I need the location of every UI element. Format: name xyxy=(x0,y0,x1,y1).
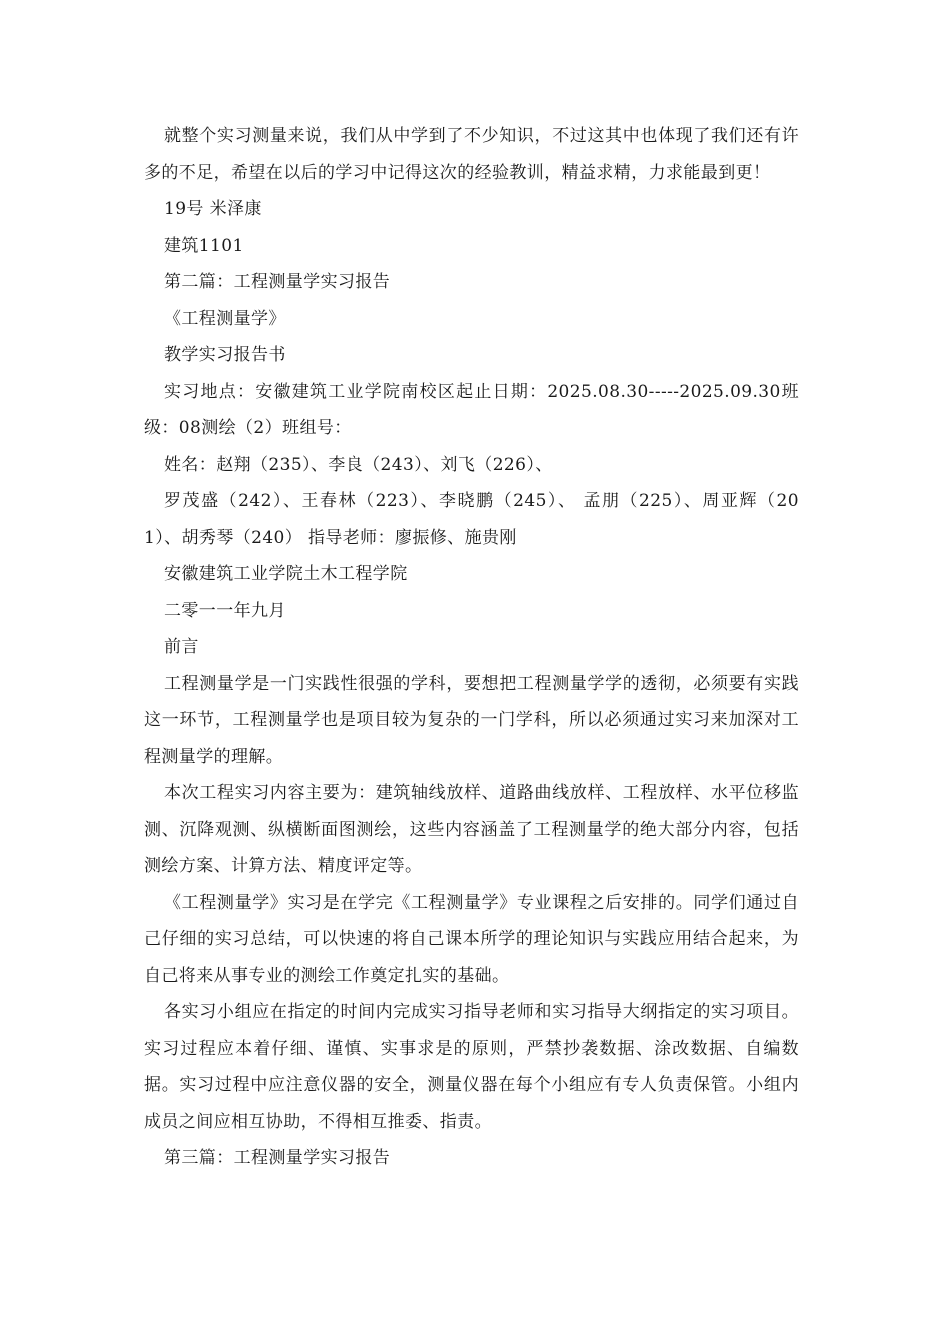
section-heading-2: 第二篇：工程测量学实习报告 xyxy=(164,272,391,292)
paragraph-preface-1: 工程测量学是一门实践性很强的学科，要想把工程测量学学的透彻，必须要有实践这一环节，工程测量学也是项目较为复杂的一门学科，所以必须通过实习来加深对工程测量学的理解。 xyxy=(144,673,799,767)
document-page xyxy=(144,118,799,1177)
preface-heading: 前言 xyxy=(164,637,199,657)
paragraph-conclusion: 就整个实习测量来说，我们从中学到了不少知识，不过这其中也体现了我们还有许多的不足，希望在以后的学习中记得这次的经验教训，精益求精，力求能最到更！ xyxy=(144,126,799,183)
section-heading-3: 第三篇：工程测量学实习报告 xyxy=(164,1148,391,1168)
paragraph-members-teachers: 罗茂盛（242）、王春林（223）、李晓鹏（245）、 孟朋（225）、周亚辉（201）、胡秀琴（240） 指导老师：廖振修、施贵刚 xyxy=(144,491,799,548)
paragraph-author: 19号 米泽康 xyxy=(164,199,262,219)
paragraph-school: 安徽建筑工业学院土木工程学院 xyxy=(164,564,408,584)
paragraph-preface-3: 《工程测量学》实习是在学完《工程测量学》专业课程之后安排的。同学们通过自己仔细的实习总结，可以快速的将自己课本所学的理论知识与实践应用结合起来，为自己将来从事专业的测绘工作奠定扎实的基础。 xyxy=(144,892,799,986)
paragraph-names: 姓名：赵翔（235）、李良（243）、刘飞（226）、 xyxy=(164,454,553,475)
paragraph-class: 建筑1101 xyxy=(164,235,244,256)
paragraph-preface-2: 本次工程实习内容主要为：建筑轴线放样、道路曲线放样、工程放样、水平位移监测、沉降观测、纵横断面图测绘，这些内容涵盖了工程测量学的绝大部分内容，包括测绘方案、计算方法、精度评定等。 xyxy=(144,783,799,876)
paragraph-date: 二零一一年九月 xyxy=(164,600,286,621)
paragraph-location-dates: 实习地点：安徽建筑工业学院南校区起止日期：2025.08.30-----2025.09.30班级：08测绘（2）班组号： xyxy=(144,381,799,438)
paragraph-preface-4: 各实习小组应在指定的时间内完成实习指导老师和实习指导大纲指定的实习项目。实习过程应本着仔细、谨慎、实事求是的原则，严禁抄袭数据、涂改数据、自编数据。实习过程中应注意仪器的安全，测量仪器在每个小组应有专人负责保管。小组内成员之间应相互协助，不得相互推委、指责。 xyxy=(144,1002,799,1132)
book-title: 《工程测量学》 xyxy=(164,308,286,329)
report-title: 教学实习报告书 xyxy=(164,345,286,365)
